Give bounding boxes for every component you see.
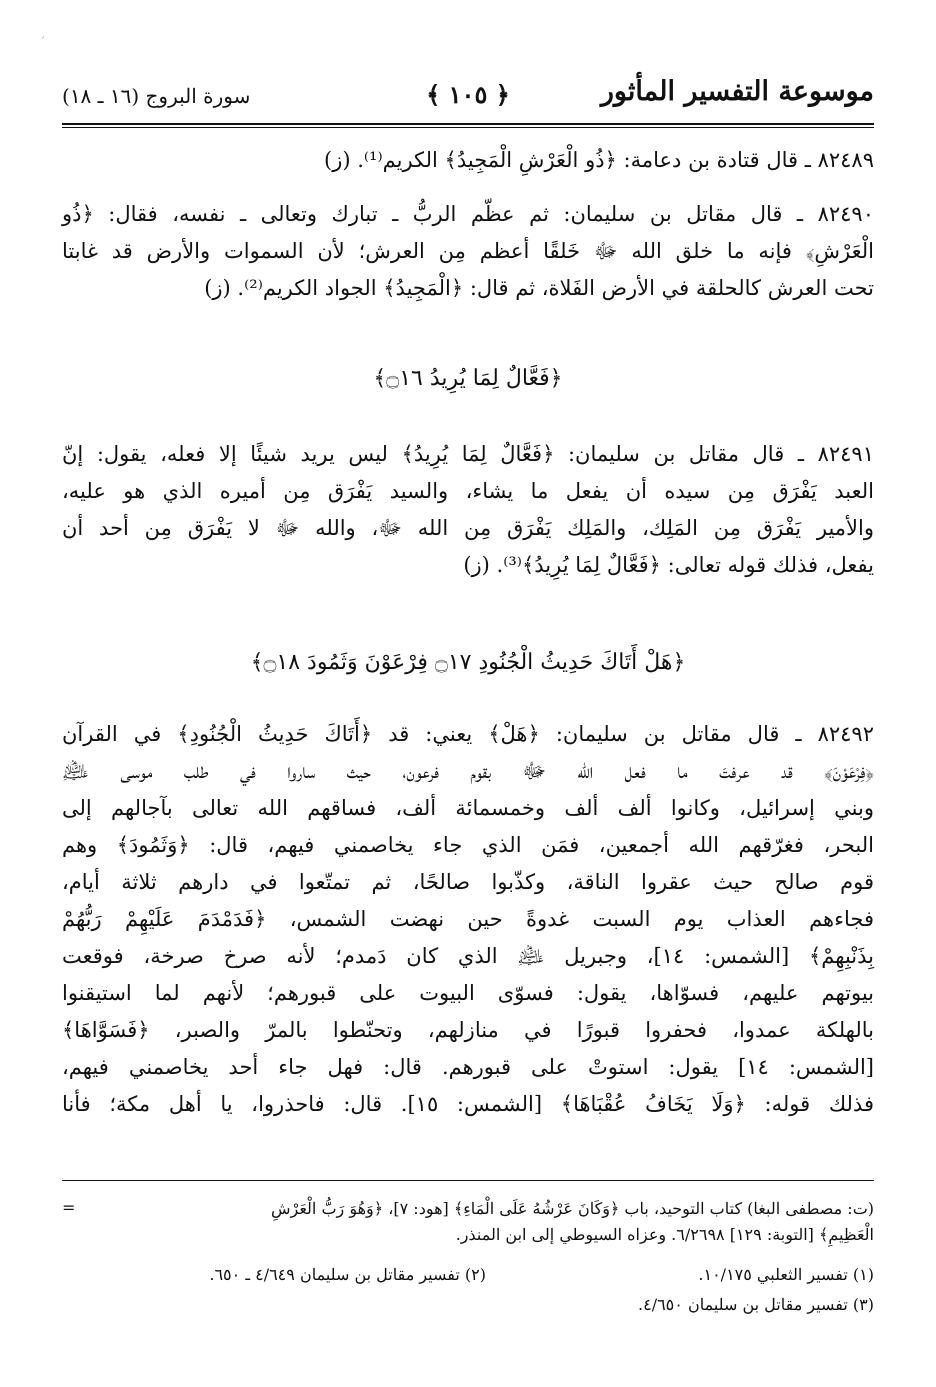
verse-heading-16: ﴿فَعَّالٌ لِمَا يُرِيدُ ۝١٦﴾ xyxy=(373,366,563,391)
corner-mark: ˊ xyxy=(40,37,45,48)
surah-reference: سورة البروج (١٦ ـ ١٨) xyxy=(62,84,251,108)
paragraph-line: فذلك قوله: ﴿وَلَا يَخَافُ عُقْبَاهَا﴾ [الشمس: ١٥]. قال: فاحذروا، يا أهل مكة؛ فأنا xyxy=(62,1092,874,1116)
paragraph-82491 xyxy=(62,436,874,584)
footnote-separator xyxy=(62,1180,874,1181)
footnote-continuation-mark: = xyxy=(62,1198,76,1217)
paragraph-line: ٨٢٤٩٢ ـ قال مقاتل بن سليمان: ﴿هَلْ﴾ يعني: قد ﴿أَتَاكَ حَدِيثُ الْجُنُودِ﴾ في القرآن xyxy=(62,722,874,746)
paragraph-line: تحت العرش كالحلقة في الأرض الفَلاة، ثم قال: ﴿الْمَجِيدُ﴾ الجواد الكريم⁽²⁾. (ز) xyxy=(204,276,874,300)
paragraph-line: بيوتهم عليهم، فسوّاها، يقول: فسوّى البيوت على قبورهم؛ لأنهم لما استيقنوا xyxy=(62,981,874,1005)
header-rule-thin xyxy=(62,127,874,128)
paragraph-line: ٨٢٤٩٠ ـ قال مقاتل بن سليمان: ثم عظّم الربُّ ـ تبارك وتعالى ـ نفسه، فقال: ﴿ذُو xyxy=(62,202,874,226)
footnote-2: (٢) تفسير مقاتل بن سليمان ٤/٦٤٩ ـ ٦٥٠. xyxy=(209,1265,486,1284)
paragraph-line: بِذَنْبِهِمْ﴾ [الشمس: ١٤]، وجبريل ﵇ الذي كان دَمدم؛ لأنه صرخ صرخة، فوقعت xyxy=(62,944,874,968)
header-rule-thick xyxy=(62,123,874,125)
paragraph-82490 xyxy=(62,196,874,307)
footnote-continuation-line: (ت: مصطفى البغا) كتاب التوحيد، باب ﴿وَكَانَ عَرْشُهُ عَلَى الْمَاءِ﴾ [هود: ٧]، ﴿وَهُوَ رَبُّ الْعَرْشِ xyxy=(270,1199,874,1218)
book-title: موسوعة التفسير المأثور xyxy=(600,76,874,107)
paragraph-82489 xyxy=(62,142,874,179)
paragraph-line: العبد يَفْرَق مِن سيده أن يفعل ما يشاء، والسيد يَفْرَق مِن أميره الذي هو عليه، xyxy=(62,479,874,503)
paragraph-line: وبني إسرائيل، وكانوا ألف ألف وخمسمائة ألف، فساقهم الله تعالى بآجالهم إلى xyxy=(62,796,874,820)
paragraph-line: يفعل، فذلك قوله تعالى: ﴿فَعَّالٌ لِمَا يُرِيدُ﴾⁽³⁾. (ز) xyxy=(463,553,874,577)
footnote-3: (٣) تفسير مقاتل بن سليمان ٤/٦٥٠. xyxy=(638,1295,874,1314)
paragraph-line: البحر، فغرّقهم الله أجمعين، فمَن الذي جاء يخاصمني فيهم، قال: ﴿وَثَمُودَ﴾ وهم xyxy=(62,833,874,857)
verse-heading-17-18: ﴿هَلْ أَتَاكَ حَدِيثُ الْجُنُودِ ۝١٧ فِرْعَوْنَ وَثَمُودَ ۝١٨﴾ xyxy=(250,650,686,675)
paragraph-line: بالهلكة عمدوا، فحفروا قبورًا في منازلهم، وتحنّطوا بالمرّ والصبر، ﴿فَسَوَّاهَا﴾ xyxy=(62,1018,874,1042)
page-header xyxy=(62,76,874,120)
paragraph-line: قوم صالح حيث عقروا الناقة، وكذّبوا صالحًا، ثم تمتّعوا في دارهم ثلاثة أيام، xyxy=(62,870,874,894)
page-number: ﴿ ١٠٥ ﴾ xyxy=(426,80,510,109)
paragraph-line: ٨٢٤٩١ ـ قال مقاتل بن سليمان: ﴿فَعَّالٌ لِمَا يُرِيدُ﴾ ليس يريد شيئًا إلا فعله، يقول: إنّ xyxy=(62,442,874,466)
paragraph-82492 xyxy=(62,716,874,1123)
paragraph-line: ﴿فِرْعَوْنَ﴾ قد عرفتَ ما فعل الله ﷻ بقوم فرعون، حيث ساروا في طلب موسى ﵇ xyxy=(62,759,874,783)
paragraph-line: فجاءهم العذاب يوم السبت غدوةً حين نهضت الشمس، ﴿فَدَمْدَمَ عَلَيْهِمْ رَبُّهُمْ xyxy=(62,907,874,931)
paragraph-line: ٨٢٤٨٩ ـ قال قتادة بن دعامة: ﴿ذُو الْعَرْشِ الْمَجِيدُ﴾ الكريم⁽¹⁾. (ز) xyxy=(324,148,874,172)
paragraph-line: والأمير يَفْرَق مِن المَلِك، والمَلِك يَفْرَق مِن الله ﷻ، والله ﷻ لا يَفْرَق مِن أحد أن xyxy=(62,516,874,540)
footnote-continuation-line: الْعَظِيمِ﴾ [التوبة: ١٢٩] ٦/٢٦٩٨. وعزاه السيوطي إلى ابن المنذر. xyxy=(455,1225,874,1244)
paragraph-line: الْعَرْشِ﴾ فإنه ما خلق الله ﷻ خَلقًا أعظم مِن العرش؛ لأن السموات والأرض قد غابتا xyxy=(62,239,874,263)
footnote-1: (١) تفسير الثعلبي ١٠/١٧٥. xyxy=(698,1265,874,1284)
paragraph-line: [الشمس: ١٤] يقول: استوتْ على قبورهم. قال: فهل جاء أحد يخاصمني فيهم، xyxy=(62,1055,874,1079)
